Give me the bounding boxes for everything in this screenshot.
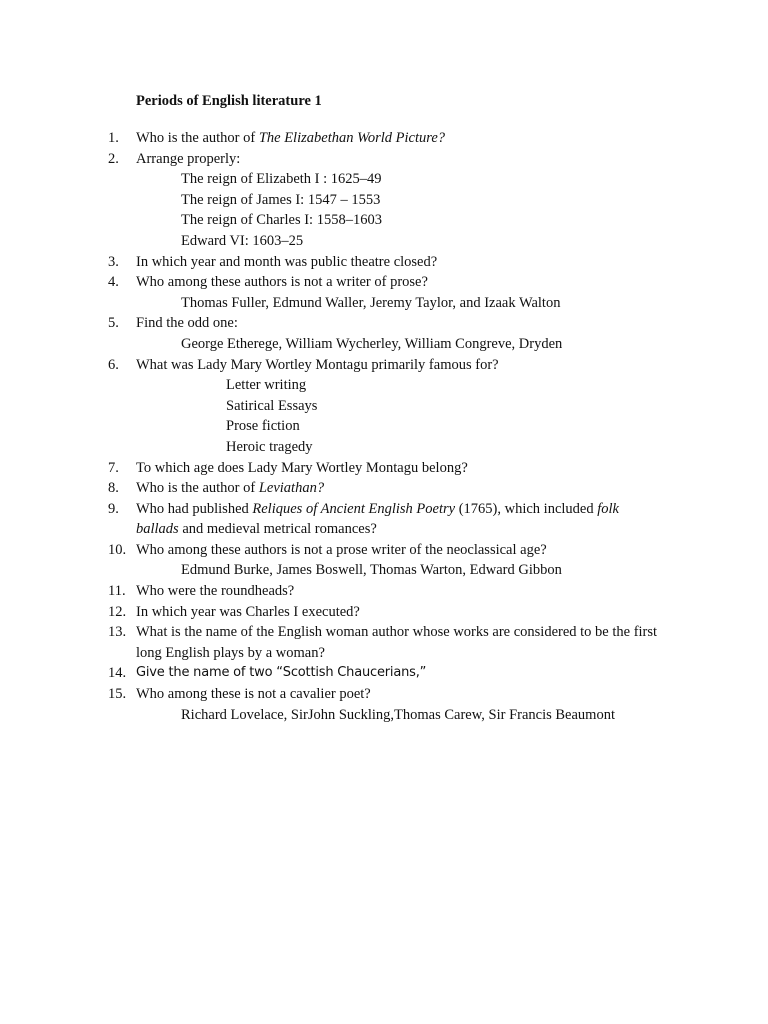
answer-item: The reign of James I: 1547 – 1553 [181,191,381,208]
question-text-plain: Who had published [136,500,253,517]
question-13-continued [0,643,768,664]
question-number: 2. [108,150,119,167]
question-number: 12. [108,603,127,620]
question-number: 6. [108,356,119,373]
question-number: 8. [108,480,119,497]
question-number: 9. [108,500,119,517]
question-number: 3. [108,253,119,270]
question-number: 11. [108,583,126,600]
question-text [136,519,377,540]
question-text-plain: Who is the author of [136,480,259,497]
question-text: Who were the roundheads? [136,583,295,600]
question-number: 4. [108,274,119,291]
question-text [136,128,445,149]
question-text-italic: Reliques of Ancient English Poetry [252,500,456,517]
list-item [0,210,768,231]
answer-item: Satirical Essays [226,397,318,414]
list-item [0,416,768,437]
question-13 [0,622,768,643]
question-2 [0,149,768,170]
answer-item: Edward VI: 1603–25 [181,232,304,249]
question-9 [0,499,768,520]
answer-options: Edmund Burke, James Boswell, Thomas Warton, Edward Gibbon [181,562,562,579]
question-text-plain: (1765), which included [455,500,598,517]
question-14 [0,663,768,684]
question-number: 1. [108,130,119,146]
question-6 [0,355,768,376]
list-item [0,560,768,581]
question-text: Give the name of two “Scottish Chaucerians,” [136,665,427,681]
question-11 [0,581,768,602]
question-text: Who among these authors is not a prose writer of the neoclassical age? [136,541,547,558]
list-item [0,169,768,190]
list-item [0,437,768,458]
question-text: What is the name of the English woman author whose works are considered to be the first [136,624,658,641]
question-1 [0,128,768,149]
list-item [0,231,768,252]
question-text [136,499,619,520]
question-10 [0,540,768,561]
question-5 [0,313,768,334]
list-item [0,190,768,211]
question-number: 14. [108,665,127,682]
question-text-plain: Who is the author of [136,130,259,146]
question-number: 15. [108,686,127,703]
list-item [0,396,768,417]
document-title: Periods of English literature 1 [136,93,322,109]
question-4 [0,272,768,293]
answer-options: George Etherege, William Wycherley, William Congreve, Dryden [181,335,563,352]
question-text: In which year and month was public theatre closed? [136,253,438,270]
question-number: 5. [108,315,119,332]
answer-options: Thomas Fuller, Edmund Waller, Jeremy Taylor, and Izaak Walton [181,294,561,311]
question-number: 13. [108,624,127,641]
list-item [0,334,768,355]
question-9-continued [0,519,768,540]
answer-item: Heroic tragedy [226,438,313,455]
list-item [0,375,768,396]
question-text: long English plays by a woman? [136,644,325,661]
question-text: Find the odd one: [136,315,238,332]
question-number: 10. [108,541,127,558]
question-text: To which age does Lady Mary Wortley Montagu belong? [136,459,468,476]
question-text-plain: and medieval metrical romances? [178,521,377,538]
question-15 [0,684,768,705]
answer-item: The reign of Charles I: 1558–1603 [181,212,382,229]
question-text: Who among these authors is not a writer of prose? [136,274,428,291]
question-text-italic: folk [597,500,619,517]
question-7 [0,458,768,479]
answer-item: The reign of Elizabeth I : 1625–49 [181,171,382,188]
question-text: Who among these is not a cavalier poet? [136,686,371,703]
question-text [136,478,324,499]
answer-options: Richard Lovelace, SirJohn Suckling,Thomas Carew, Sir Francis Beaumont [181,706,615,723]
answer-item: Letter writing [226,377,307,394]
question-12 [0,602,768,623]
question-text-italic: Leviathan? [258,480,325,497]
list-item [0,705,768,726]
list-item [0,293,768,314]
question-text: What was Lady Mary Wortley Montagu primarily famous for? [136,356,499,373]
answer-item: Prose fiction [226,418,300,435]
question-text-italic: The Elizabethan World Picture? [258,130,446,146]
question-text: Arrange properly: [136,150,241,167]
question-list [0,128,768,725]
question-8 [0,478,768,499]
question-text: In which year was Charles I executed? [136,603,360,620]
question-3 [0,252,768,273]
question-text-italic: ballads [136,521,179,538]
question-number: 7. [108,459,119,476]
